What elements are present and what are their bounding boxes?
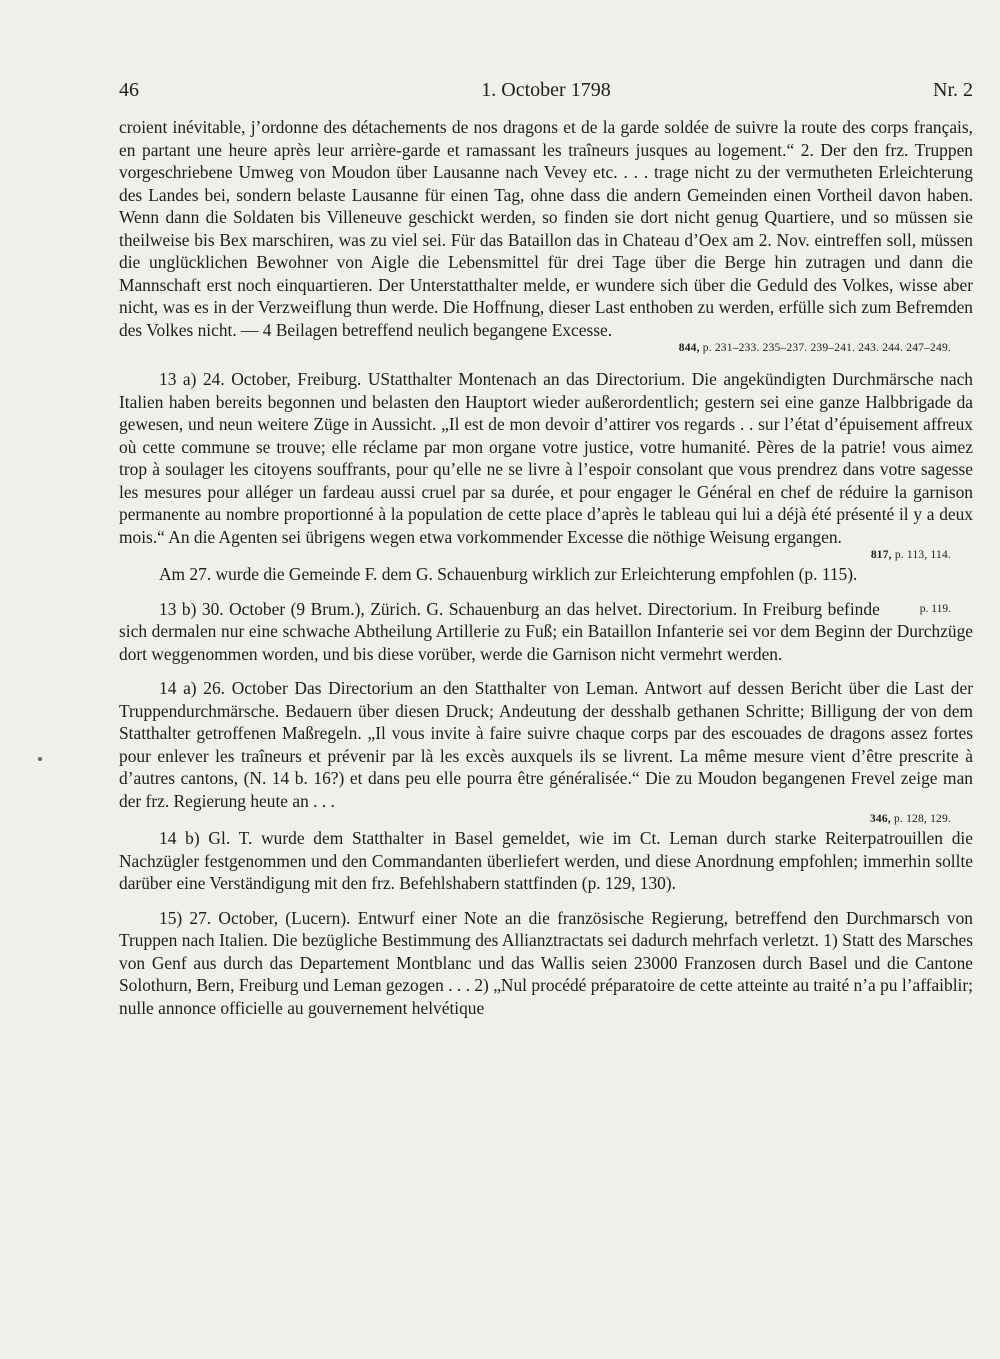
source-reference: [119, 548, 973, 563]
paragraph-entry-13b: [119, 598, 973, 666]
source-reference: [119, 341, 973, 356]
paragraph-entry-15: 15) 27. October, (Lucern). Entwurf einer Note an die französische Regierung, betreffend den Durchmarsch von Truppen nach Italien. Die bezügliche Bestimmung des Allianztractats sei dadurch mehrfach verletzt. 1) Statt des Marsches von Genf aus durch das Departement Montblanc und das Wallis seien 23000 Franzosen durch Basel und die Cantone Solothurn, Bern, Freiburg und Leman gezogen . . . 2) „Nul procédé préparatoire de cette atteinte au traité n’a pu l’affaiblir; nulle annonce officielle au gouvernement helvétique: [119, 907, 973, 1018]
reference-pages: p. 119.: [919, 602, 951, 615]
reference-pages: p. 231–233. 235–237. 239–241. 243. 244. 247–249.: [699, 342, 951, 354]
running-header: [119, 78, 973, 102]
source-reference: [119, 812, 973, 827]
body-text: [119, 116, 973, 1019]
paragraph-note-13a: Am 27. wurde die Gemeinde F. dem G. Schauenburg wirklich zur Erleichterung empfohlen (p. 115).: [159, 564, 858, 584]
issue-number: Nr. 2: [933, 79, 973, 101]
paragraph-continuation: croient inévitable, j’ordonne des détachements de nos dragons et de la garde soldée de suivre la route des corps français, en partant une heure après leur arrière-garde et ramassant les traîneurs jusques au logement.“ 2. Der den frz. Truppen vorgeschriebene Umweg von Moudon über Lausanne nach Vevey etc. . . . trage nicht zu der vermutheten Erleichterung des Landes bei, sondern belaste Lausanne für einen Tag, ohne dass die andern Gemeinden einen Vortheil davon haben. Wenn dann die Soldaten bis Villeneuve geschickt werden, so finden sie dort nicht genug Quartiere, und so müssen sie theilweise bis Bex marschiren, was zu viel sei. Für das Bataillon das in Chateau d’Oex am 2. Nov. eintreffen soll, müssen die unglücklichen Bewohner von Aigle die Lebensmittel für drei Tage über die Berge hin zutragen und dann die Mannschaft erst noch einquartieren. Der Unterstatthalter melde, er wundere sich über die Geduld des Volkes, wisse aber nicht, was es in der Verzweiflung thun werde. Die Hoffnung, dieser Last enthoben zu werden, erfülle sich zum Befremden des Volkes nicht. — 4 Beilagen betreffend neulich begangene Excesse.: [119, 117, 973, 340]
paragraph-text: 13 b) 30. October (9 Brum.), Zürich. G. Schauenburg an das helvet. Directorium. In Freiburg befinde sich dermalen nur eine schwache Abtheilung Artillerie zu Fuß; ein Bataillon Infanterie sei vor dem Beginn der Durchzüge dort weggenommen worden, und bis diese vorüber, werde die Garnison nicht vermehrt werden.: [119, 598, 973, 664]
margin-ink-speck: [38, 757, 42, 761]
paragraph-entry-13a: 13 a) 24. October, Freiburg. UStatthalter Montenach an das Directorium. Die angekündigten Durchmärsche nach Italien haben bereits begonnen und belasten den Hauptort wieder außerordentlich; gestern sei eine ganze Halbbrigade da gewesen, und neun weitere Züge in Aussicht. „Il est de mon devoir d’attirer vos regards . . sur l’état d’épuisement affreux où cette commune se trouve; elle réclame par mon organe votre justice, votre humanité. Pères de la patrie! vous aimez trop à soulager les citoyens souffrants, pour qu’elle ne se livre à l’espoir consolant que vous prendrez dans votre sagesse les mesures pour alléger un fardeau aussi cruel par sa durée, et pour engager le Général en chef de réduire la garnison permanente au nombre proportionné à la population de cette place d’après le tableau qui lui a déjà été présenté il y a deux mois.“ An die Agenten sei übrigens wegen etwa vorkommender Excesse die nöthige Weisung ergangen.: [119, 369, 973, 547]
paragraph-entry-14b: 14 b) Gl. T. wurde dem Statthalter in Basel gemeldet, wie im Ct. Leman durch starke Reiterpatrouillen die Nachzügler festgenommen und den Commandanten überliefert werden, und diese Anordnung empfohlen; immerhin sollte darüber eine Verständigung mit den frz. Befehlshabern stattfinden (p. 129, 130).: [119, 828, 973, 893]
reference-pages: p. 113, 114.: [891, 549, 951, 561]
header-date: 1. October 1798: [481, 79, 611, 101]
paragraph-entry-14a: 14 a) 26. October Das Directorium an den Statthalter von Leman. Antwort auf dessen Bericht über die Last der Truppendurchmärsche. Bedauern über diesen Druck; Andeutung der desshalb gethanen Schritte; Billigung der von dem Statthalter getroffenen Maßregeln. „Il vous invite à faire suivre chaque corps par des escouades de dragons assez fortes pour enlever les traîneurs et prévenir par là les excès auxquels ils se livrent. La même mesure vient d’être prescrite à d’autres cantons, (N. 14 b. 16?) et dans peu elle pourra être généralisée.“ Die zu Moudon begangenen Frevel zeige man der frz. Regierung heute an . . .: [119, 678, 973, 811]
page-number: 46: [119, 79, 139, 101]
reference-pages: p. 128, 129.: [890, 813, 951, 825]
reference-number: 346,: [869, 813, 891, 825]
reference-number: 844,: [678, 342, 700, 354]
reference-number: 817,: [870, 549, 892, 561]
